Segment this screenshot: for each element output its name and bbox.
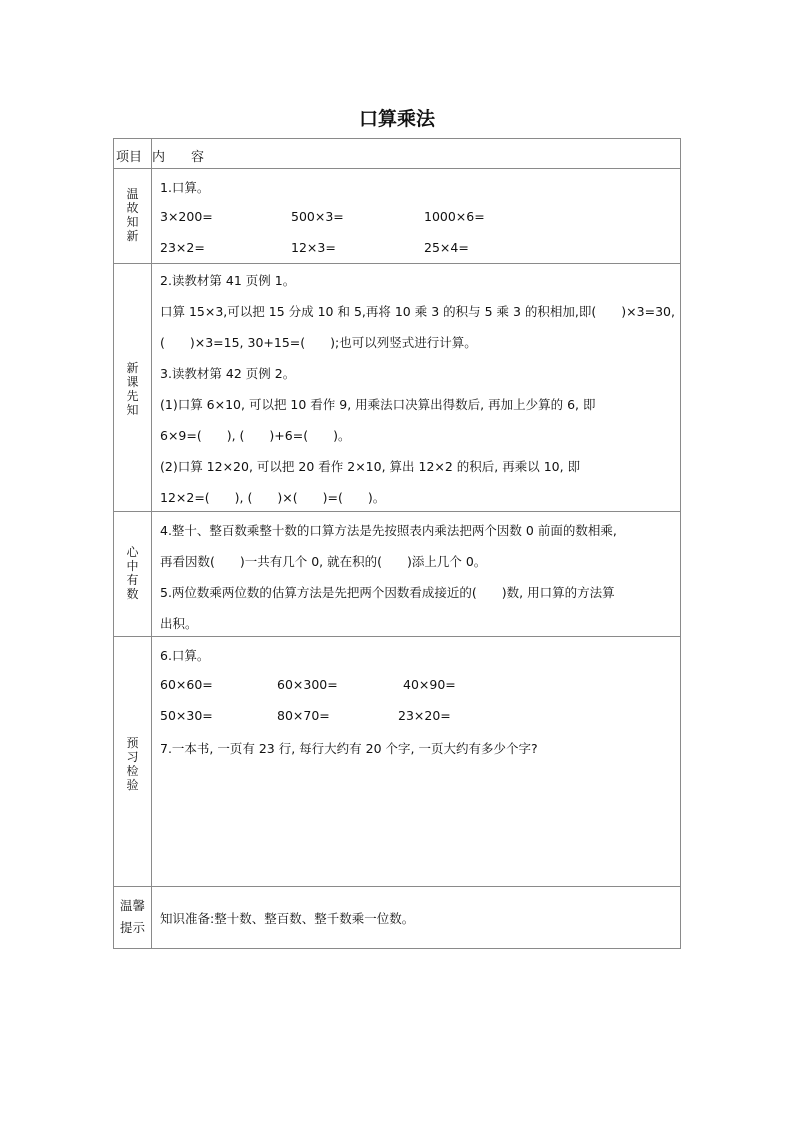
question-1: 1.口算。 [160, 180, 210, 195]
page-title: 口算乘法 [358, 108, 435, 130]
section-tips [151, 886, 680, 948]
section-label-tips: 温馨 提示 [119, 898, 145, 935]
calc-item: 50×30= [160, 708, 213, 723]
text-line: 出积。 [160, 616, 198, 631]
section-mind [151, 511, 680, 636]
calc-item: 12×3= [291, 240, 336, 255]
calc-item: 23×2= [160, 240, 205, 255]
section-label-preview: 预 习 检 验 [126, 736, 139, 792]
calc-item: 60×300= [277, 677, 338, 692]
calc-item: 1000×6= [424, 209, 485, 224]
text-line: ( )×3=15, 30+15=( );也可以列竖式进行计算。 [160, 335, 477, 350]
question-2: 2.读教材第 41 页例 1。 [160, 273, 296, 288]
calc-item: 60×60= [160, 677, 213, 692]
calc-item: 23×20= [398, 708, 451, 723]
calc-item: 500×3= [291, 209, 344, 224]
text-line: (2)口算 12×20, 可以把 20 看作 2×10, 算出 12×2 的积后, 再乘以 10, 即 [160, 459, 581, 474]
question-4: 4.整十、整百数乘整十数的口算方法是先按照表内乘法把两个因数 0 前面的数相乘, [160, 523, 617, 538]
calc-item: 25×4= [424, 240, 469, 255]
question-6: 6.口算。 [160, 648, 210, 663]
text-line: 口算 15×3,可以把 15 分成 10 和 5,再将 10 乘 3 的积与 5 乘 3 的积相加,即( )×3=30, [160, 304, 675, 319]
section-review [151, 168, 680, 263]
section-preview [151, 636, 680, 886]
header-content: 内 容 [152, 150, 205, 165]
text-line: (1)口算 6×10, 可以把 10 看作 9, 用乘法口决算出得数后, 再加上少算的 6, 即 [160, 397, 596, 412]
question-5: 5.两位数乘两位数的估算方法是先把两个因数看成接近的( )数, 用口算的方法算 [160, 585, 615, 600]
calc-item: 80×70= [277, 708, 330, 723]
section-label-review: 温 故 知 新 [126, 187, 139, 243]
text-line: 12×2=( ), ( )×( )=( )。 [160, 490, 386, 505]
question-7: 7.一本书, 一页有 23 行, 每行大约有 20 个字, 一页大约有多少个字? [160, 741, 538, 756]
question-3: 3.读教材第 42 页例 2。 [160, 366, 296, 381]
text-line: 再看因数( )一共有几个 0, 就在积的( )添上几个 0。 [160, 554, 487, 569]
calc-item: 40×90= [403, 677, 456, 692]
section-label-mind: 心 中 有 数 [126, 545, 139, 601]
section-label-newlesson: 新 课 先 知 [126, 361, 139, 417]
tips-text: 知识准备:整十数、整百数、整千数乘一位数。 [160, 911, 415, 926]
worksheet-table [113, 138, 681, 949]
calc-item: 3×200= [160, 209, 213, 224]
text-line: 6×9=( ), ( )+6=( )。 [160, 428, 351, 443]
header-project: 项目 [116, 150, 143, 165]
section-newlesson [151, 263, 680, 511]
